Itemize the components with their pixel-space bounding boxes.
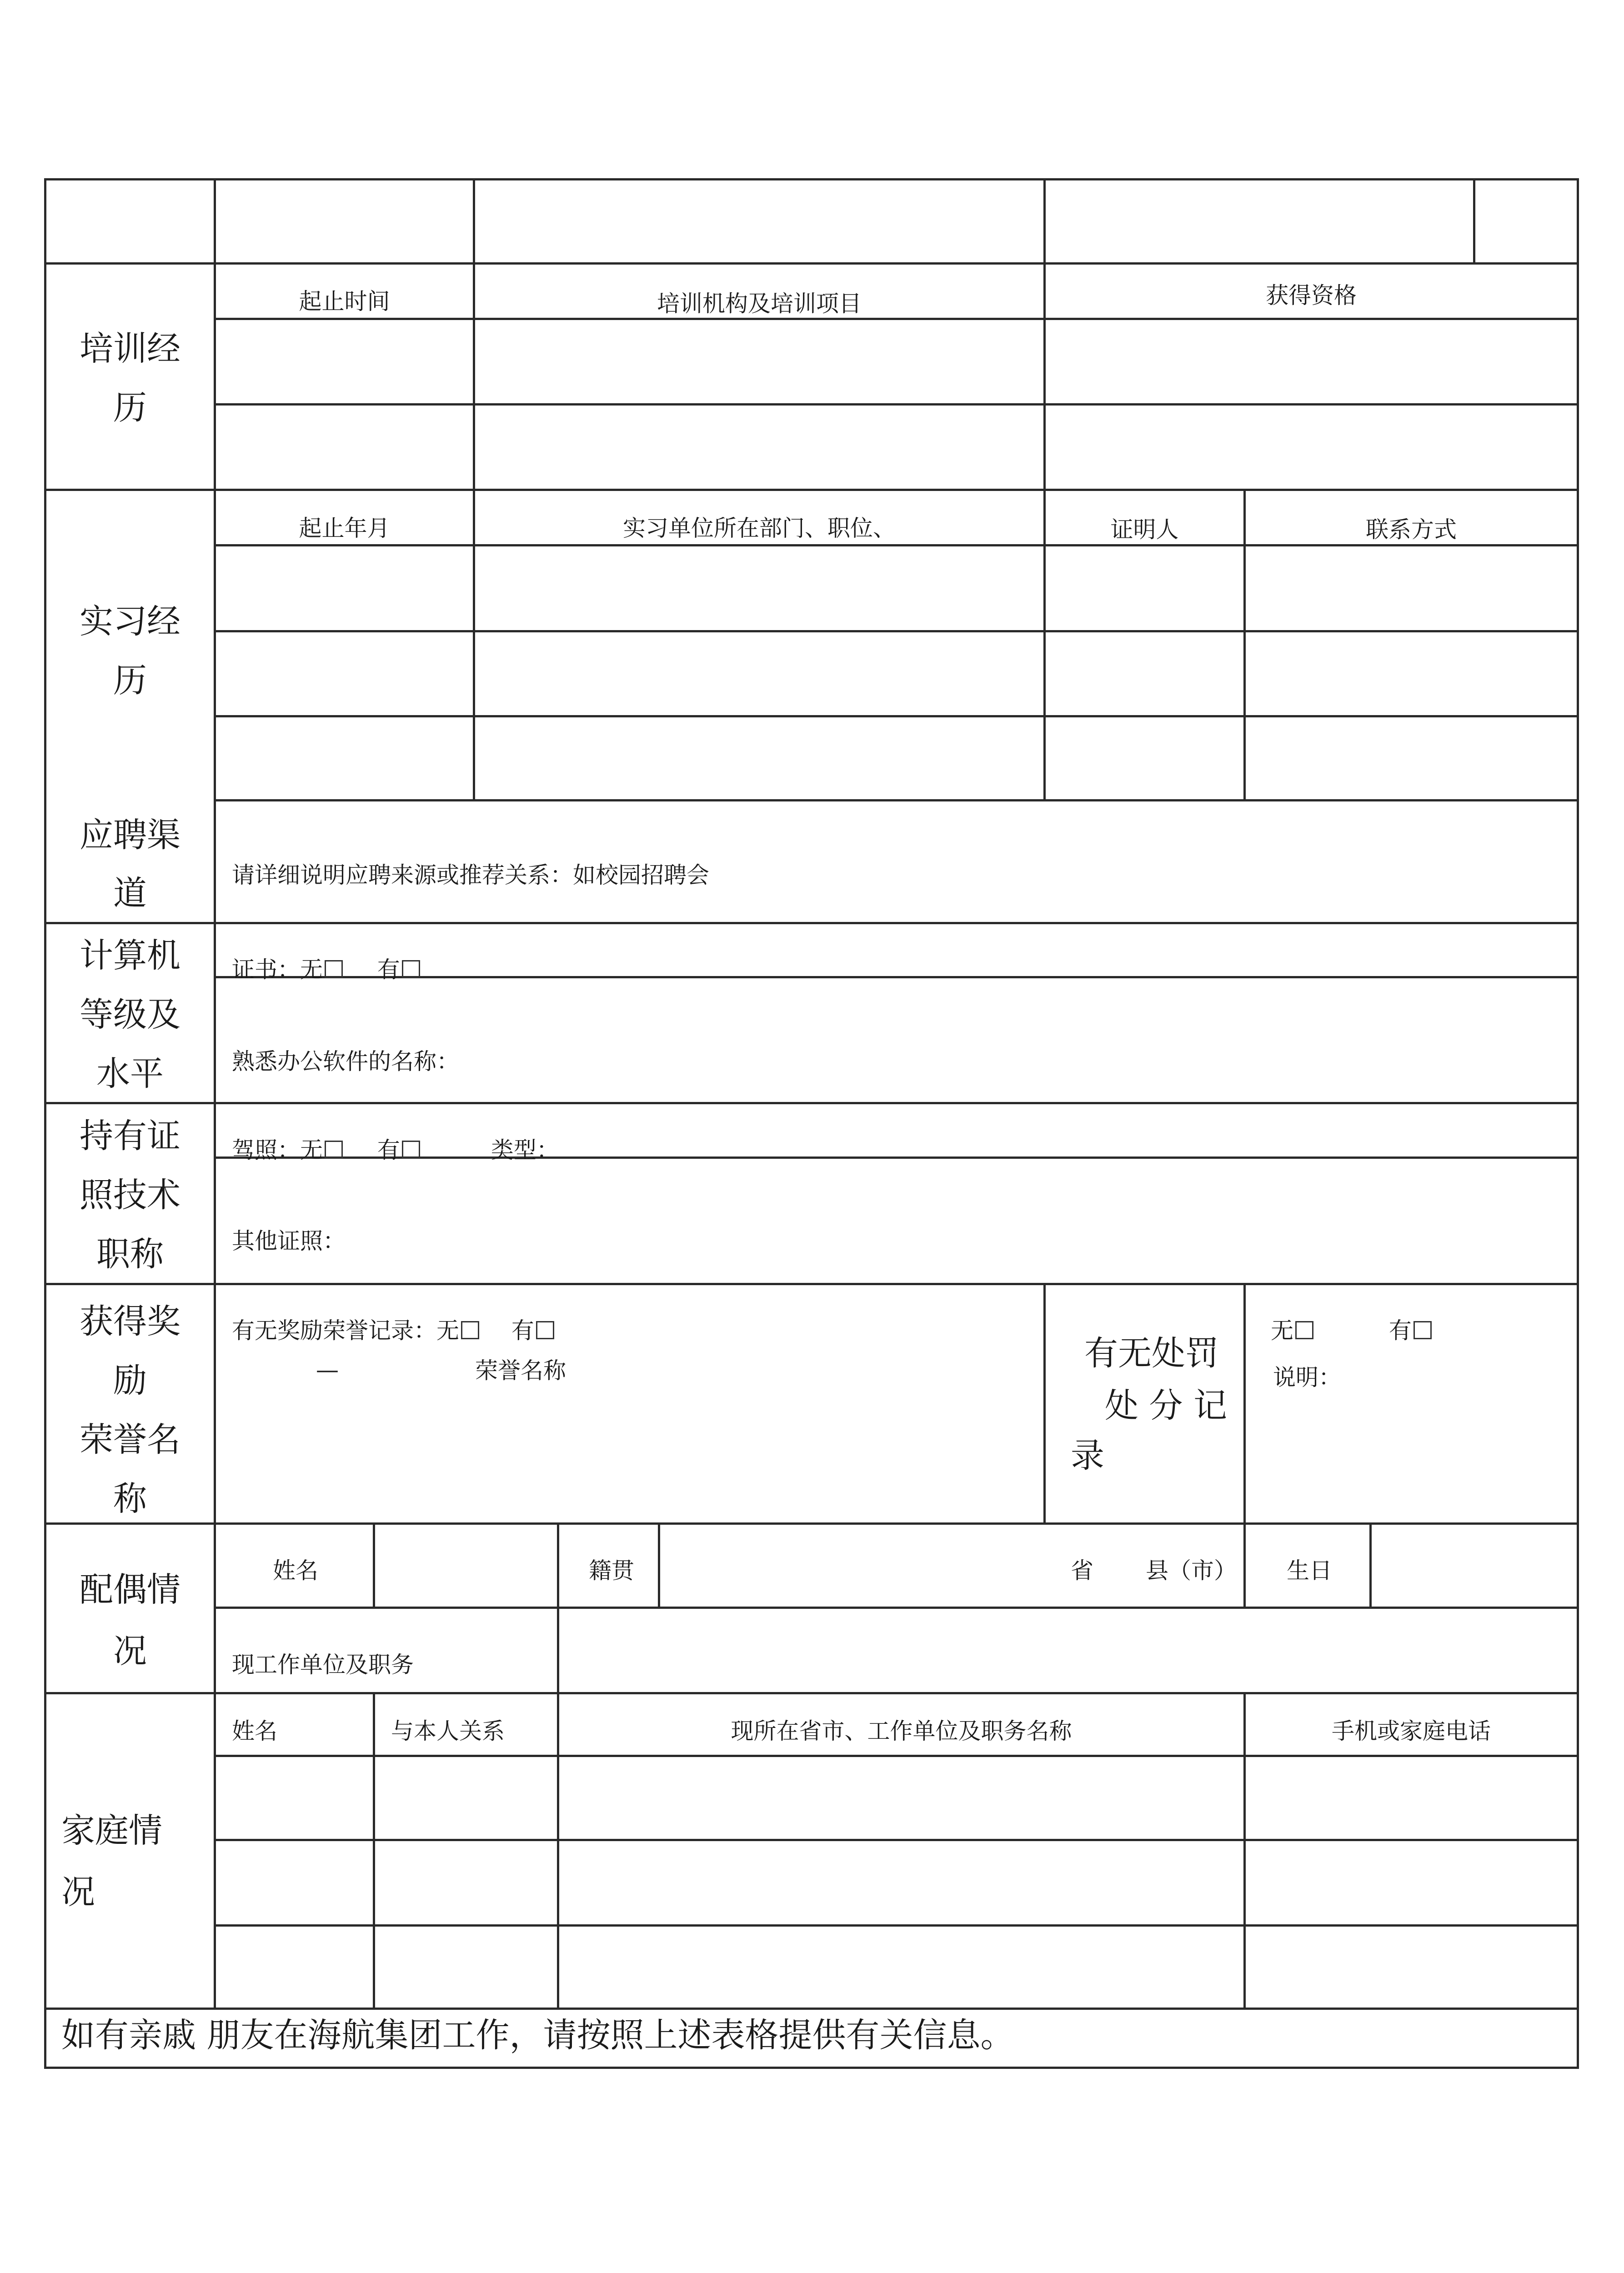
training-col-qualification: 获得资格 <box>1266 282 1357 309</box>
awards-label-line1: 获得奖 <box>80 1302 180 1341</box>
spouse-label-line1: 配偶情 <box>80 1570 180 1609</box>
computer-software-label: 熟悉办公软件的名称： <box>232 1048 459 1075</box>
punishment-options <box>1271 1319 1432 1342</box>
license-label: 驾照：无 <box>232 1137 323 1163</box>
footer-relatives-note: 如有亲戚 朋友在海航集团工作，请按照上述表格提供有关信息。 <box>61 2016 1014 2055</box>
punishment-note-label: 说明： <box>1273 1364 1341 1391</box>
license-yes-checkbox[interactable] <box>402 1141 420 1159</box>
internship-col-reference: 证明人 <box>1110 516 1179 543</box>
punishment-no-checkbox[interactable] <box>1295 1321 1313 1339</box>
internship-label-line1: 实习经 <box>80 602 180 641</box>
family-label-line1: 家庭情 <box>61 1811 162 1850</box>
award-dash: — <box>316 1357 339 1383</box>
award-yes-label: 有 <box>511 1317 534 1344</box>
punishment-label-line3: 录 <box>1071 1436 1104 1475</box>
award-no-checkbox[interactable] <box>461 1321 479 1339</box>
spouse-province-label: 省 <box>1071 1557 1093 1584</box>
certificates-label-line3: 职称 <box>96 1235 164 1274</box>
computer-cert-no-checkbox[interactable] <box>325 960 343 978</box>
channel-label-line2: 道 <box>113 874 147 913</box>
family-col-phone: 手机或家庭电话 <box>1332 1718 1491 1744</box>
computer-cert-yes-checkbox[interactable] <box>402 960 420 978</box>
punishment-yes-label: 有 <box>1388 1317 1412 1344</box>
training-label-line1: 培训经 <box>80 329 180 368</box>
spouse-county-label: 县（市） <box>1146 1557 1237 1584</box>
spouse-employer-label: 现工作单位及职务 <box>232 1652 414 1678</box>
certificates-label-line1: 持有证 <box>80 1116 180 1156</box>
internship-col-contact: 联系方式 <box>1366 516 1457 543</box>
license-no-checkbox[interactable] <box>325 1141 343 1159</box>
award-record-label: 有无奖励荣誉记录：无 <box>232 1317 459 1344</box>
award-record-row <box>232 1319 554 1342</box>
spouse-birthday-label: 生日 <box>1287 1557 1332 1584</box>
computer-cert-label: 证书：无 <box>232 956 323 983</box>
awards-label-line4: 称 <box>113 1479 147 1518</box>
training-label-line2: 历 <box>113 388 147 427</box>
family-col-name: 姓名 <box>232 1718 277 1744</box>
awards-label-line2: 励 <box>113 1361 147 1400</box>
certificates-label-line2: 照技术 <box>80 1176 180 1215</box>
family-col-location: 现所在省市、工作单位及职务名称 <box>731 1718 1072 1744</box>
internship-label-line2: 历 <box>113 661 147 700</box>
punishment-label-line2: 处 分 记 <box>1105 1386 1228 1425</box>
honor-name-label: 荣誉名称 <box>475 1357 566 1384</box>
punishment-no-label: 无 <box>1271 1317 1293 1344</box>
other-certificates-label: 其他证照： <box>232 1228 346 1254</box>
awards-label-line3: 荣誉名 <box>80 1420 180 1459</box>
punishment-yes-checkbox[interactable] <box>1413 1321 1432 1339</box>
computer-label-line2: 等级及 <box>80 995 180 1034</box>
internship-col-period: 起止年月 <box>299 515 390 541</box>
license-type-label: 类型： <box>491 1137 559 1163</box>
channel-label-line1: 应聘渠 <box>80 816 180 855</box>
punishment-label-line1: 有无处罚 <box>1084 1334 1219 1373</box>
computer-label-line3: 水平 <box>96 1054 164 1093</box>
training-col-institution: 培训机构及培训项目 <box>657 290 862 317</box>
training-col-period: 起止时间 <box>299 288 390 315</box>
computer-cert-yes-label: 有 <box>377 956 400 983</box>
internship-col-unit: 实习单位所在部门、职位、 <box>623 515 896 541</box>
spouse-label-line2: 况 <box>113 1632 147 1671</box>
license-row <box>232 1139 559 1162</box>
license-yes-label: 有 <box>377 1137 400 1163</box>
spouse-native-label: 籍贯 <box>589 1557 634 1584</box>
family-label-line2: 况 <box>61 1872 95 1912</box>
channel-instruction: 请详细说明应聘来源或推荐关系：如校园招聘会 <box>232 862 709 888</box>
award-yes-checkbox[interactable] <box>536 1321 554 1339</box>
computer-label-line1: 计算机 <box>80 936 180 975</box>
spouse-name-label: 姓名 <box>273 1557 318 1584</box>
family-col-relation: 与本人关系 <box>391 1718 505 1744</box>
computer-certificate-row <box>232 958 420 981</box>
